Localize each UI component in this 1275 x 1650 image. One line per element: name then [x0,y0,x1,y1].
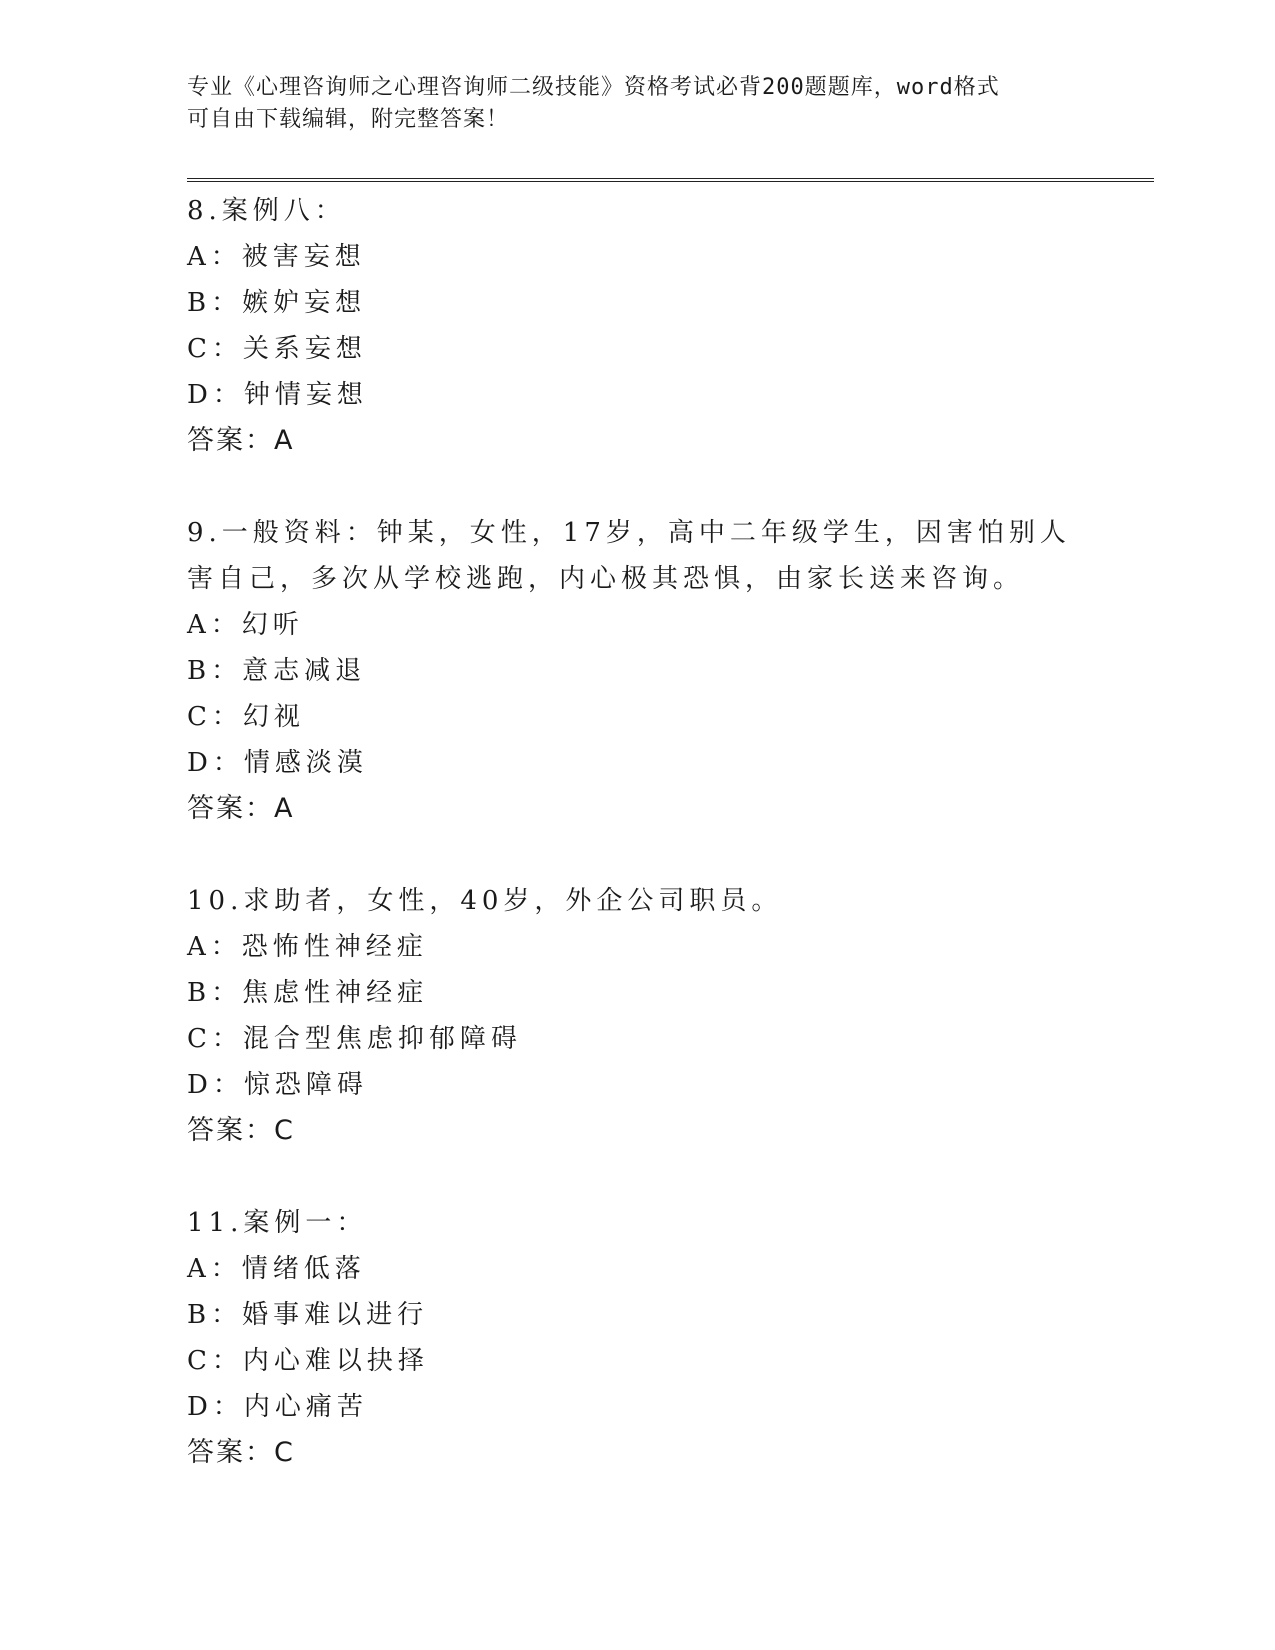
option-c: C：幻视 [187,702,305,732]
question-8 [187,188,1087,464]
option-c: C：关系妄想 [187,334,367,364]
question-stem: 9.一般资料：钟某，女性，17岁，高中二年级学生，因害怕别人害自己，多次从学校逃跑，内心极其恐惧，由家长送来咨询。 [187,518,1071,594]
option-a: A：被害妄想 [187,242,366,272]
header-double-rule [187,178,1154,182]
option-a: A：情绪低落 [187,1254,366,1284]
question-list [187,188,1087,1522]
option-d: D：钟情妄想 [187,380,368,410]
question-stem: 11.案例一： [187,1208,368,1238]
question-10 [187,878,1087,1154]
document-header [187,72,1087,136]
question-stem: 8.案例八： [187,196,346,226]
option-b: B：婚事难以进行 [187,1300,429,1330]
option-b: B：焦虑性神经症 [187,978,429,1008]
option-d: D：情感淡漠 [187,748,368,778]
question-11 [187,1200,1087,1476]
question-stem: 10.求助者，女性，40岁，外企公司职员。 [187,886,783,916]
answer-line: 答案：A [187,425,295,456]
option-c: C：混合型焦虑抑郁障碍 [187,1024,522,1054]
option-c: C：内心难以抉择 [187,1346,429,1376]
question-9 [187,510,1087,832]
option-a: A：幻听 [187,610,304,640]
answer-line: 答案：A [187,793,295,824]
option-b: B：意志减退 [187,656,367,686]
header-line-1: 专业《心理咨询师之心理咨询师二级技能》资格考试必背200题题库，word格式 [187,75,1000,100]
answer-line: 答案：C [187,1115,295,1146]
option-d: D：惊恐障碍 [187,1070,368,1100]
option-b: B：嫉妒妄想 [187,288,367,318]
option-a: A：恐怖性神经症 [187,932,428,962]
option-d: D：内心痛苦 [187,1392,368,1422]
header-line-2: 可自由下载编辑，附完整答案！ [187,107,510,132]
answer-line: 答案：C [187,1437,295,1468]
